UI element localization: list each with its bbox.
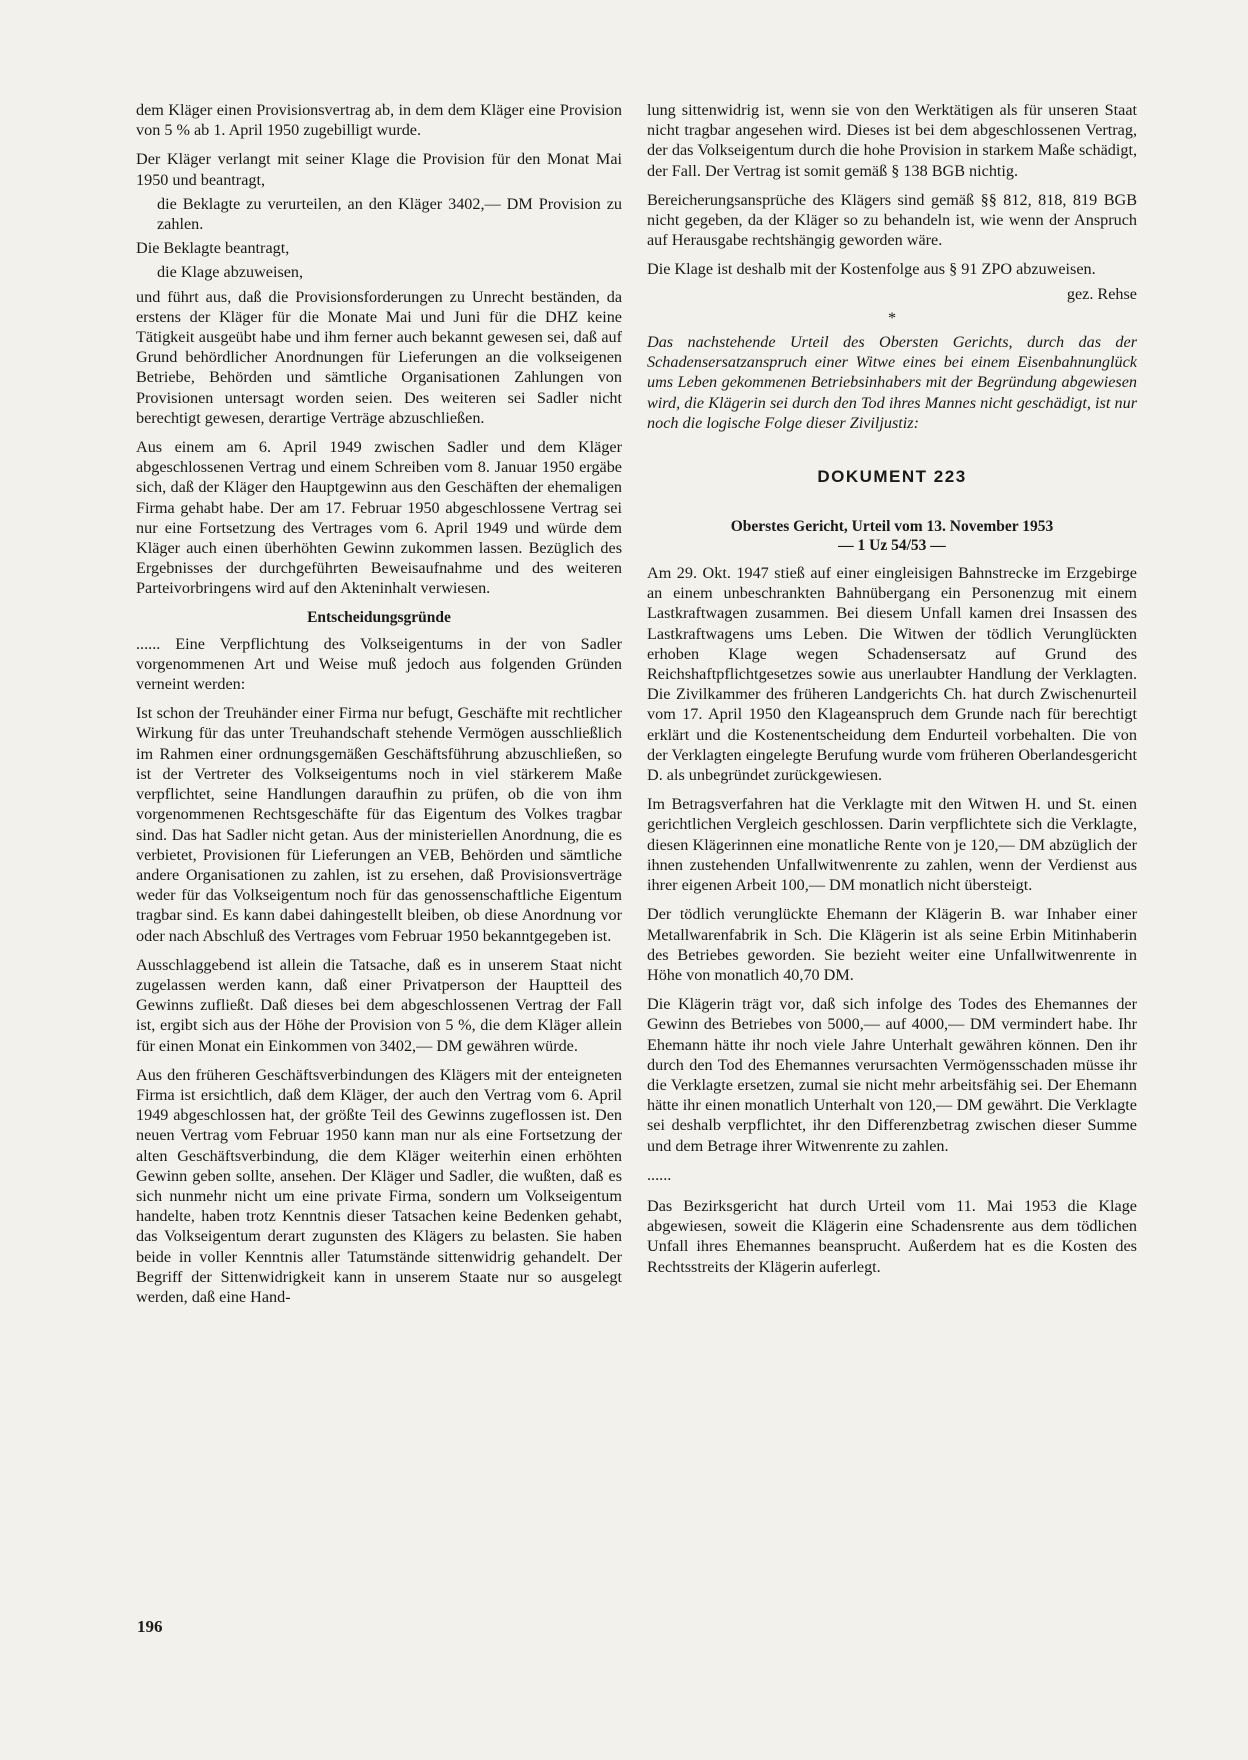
paragraph: Das Bezirksgericht hat durch Urteil vom 11. Mai 1953 die Klage abgewiesen, soweit die Klägerin eine Schadensrente aus dem tödlichen Unfall ihres Ehemannes beansprucht. Außerdem hat es die Kosten des Rechtsstreits der Klägerin auferlegt.	[647, 1196, 1137, 1276]
case-number: — 1 Uz 54/53 —	[838, 537, 946, 555]
court-title: Oberstes Gericht, Urteil vom 13. November 1953	[730, 518, 1054, 536]
paragraph: Am 29. Okt. 1947 stieß auf einer eingleisigen Bahnstrecke im Erzgebirge an einem unbeschrankten Bahnübergang ein Personenzug mit einem Lastkraftwagen zusammen. Bei diesem Unfall kamen drei Insassen des Lastkraftwagens ums Leben. Die Witwen der tödlich Verunglückten erhoben Klage wegen Schadensersatz auf Grund des Reichshaftpflichtgesetzes sowie aus unerlaubter Handlung der Verklagten. Die Zivilkammer des früheren Landgerichts Ch. hat durch Zwischenurteil vom 17. April 1950 den Klageanspruch dem Grunde nach für berechtigt erklärt und die Kostenentscheidung dem Endurteil vorbehalten. Die von der Verklagten eingelegte Berufung wurde vom früheren Oberlandesgericht D. als unbegründet zurückgewiesen.	[647, 564, 1137, 785]
paragraph: Der Kläger verlangt mit seiner Klage die Provision für den Monat Mai 1950 und beantragt,	[136, 150, 622, 189]
right-column	[647, 100, 1137, 1286]
signature: gez. Rehse	[1066, 284, 1137, 303]
editorial-intro: Das nachstehende Urteil des Obersten Gerichts, durch das der Schadensersatzanspruch einer Witwe eines bei einem Eisenbahnunglück ums Leben gekommenen Betriebsinhabers mit der Begründung abgewiesen wird, die Klägerin sei durch den Tod ihres Mannes nicht geschädigt, ist nur noch die logische Folge dieser Ziviljustiz:	[647, 333, 1137, 432]
paragraph: dem Kläger einen Provisionsvertrag ab, in dem dem Kläger eine Provision von 5 % ab 1. April 1950 zugebilligt wurde.	[136, 101, 622, 140]
paragraph: Aus den früheren Geschäftsverbindungen des Klägers mit der enteigneten Firma ist ersichtlich, daß dem Kläger, der auch den Vertrag vom 6. April 1949 abgeschlossen hat, der größte Teil des Gewinns zugeflossen ist. Den neuen Vertrag vom Februar 1950 kann man nur als eine Fortsetzung der alten Geschäftsverbindung, die dem Kläger weiterhin einen erhöhten Gewinn geben sollte, ansehen. Der Kläger und Sadler, die wußten, daß es sich nunmehr nicht um eine private Firma, sondern um Volkseigentum handelte, haben trotz Kenntnis dieser Tatsachen keine Bedenken gehabt, das Volkseigentum derart zugunsten des Klägers zu belasten. Sie haben beide in voller Kenntnis aller Tatumstände sittenwidrig gehandelt. Der Begriff der Sittenwidrigkeit kann in unserem Staate nur so ausgelegt werden, daß eine Hand-	[136, 1065, 622, 1306]
paragraph: Bereicherungsansprüche des Klägers sind gemäß §§ 812, 818, 819 BGB nicht gegeben, da der Kläger so zu behandeln ist, wie wenn der Anspruch auf Herausgabe rechtshängig geworden wäre.	[647, 190, 1137, 250]
page-number: 196	[137, 1617, 163, 1636]
paragraph: lung sittenwidrig ist, wenn sie von den Werktätigen als für unseren Staat nicht tragbar angesehen wird. Dieses ist bei dem abgeschlossenen Vertrag, der das Volkseigentum durch die hohe Provision in starkem Maße schädigt, der Fall. Der Vertrag ist somit gemäß § 138 BGB nichtig.	[647, 101, 1137, 180]
paragraph: ...... Eine Verpflichtung des Volkseigentums in der von Sadler vorgenommenen Art und Weise muß jedoch aus folgenden Gründen verneint werden:	[136, 634, 622, 694]
paragraph: Im Betragsverfahren hat die Verklagte mit den Witwen H. und St. einen gerichtlichen Vergleich geschlossen. Darin verpflichtete sich die Verklagte, diesen Klägerinnen eine monatliche Rente von je 120,— DM abzüglich der ihnen zustehenden Unfallwitwenrente zu zahlen, wenn der Verdienst aus ihrer eigenen Arbeit 100,— DM monatlich nicht übersteigt.	[647, 795, 1137, 895]
omission-marker: ......	[647, 1165, 672, 1184]
paragraph: Die Klage ist deshalb mit der Kostenfolge aus § 91 ZPO abzuweisen.	[647, 260, 1096, 279]
paragraph: Die Klägerin trägt vor, daß sich infolge des Todes des Ehemannes der Gewinn des Betriebes von 5000,— auf 4000,— DM vermindert habe. Ihr Ehemann hätte ihr noch viele Jahre Unterhalt gewähren können. Den ihr durch den Tod des Ehemannes verursachten Vermögensschaden müsse ihr die Verklagte ersetzen, zumal sie nicht mehr arbeitsfähig sei. Der Ehemann hätte ihr einen monatlich Unterhalt von 120,— DM gewährt. Die Verklagte sei deshalb verpflichtet, ihr den Differenzbetrag zwischen dieser Summe und dem Betrage ihrer Witwenrente zu zahlen.	[647, 995, 1137, 1155]
paragraph: Aus einem am 6. April 1949 zwischen Sadler und dem Kläger abgeschlossenen Vertrag und einem Schreiben vom 8. Januar 1950 ergäbe sich, daß der Kläger den Hauptgewinn aus den Geschäften der ehemaligen Firma gehabt habe. Der am 17. Februar 1950 abgeschlossene Vertrag sei nur eine Fortsetzung des Vertrages vom 6. April 1949 und würde dem Kläger auch einen überhöhten Gewinn zukommen lassen. Bezüglich des Ergebnisses der durchgeführten Beweisaufnahme und des weiteren Parteivorbringens wird auf den Akteninhalt verwiesen.	[136, 438, 622, 598]
left-column	[136, 100, 622, 1316]
document-heading: DOKUMENT 223	[817, 467, 967, 487]
paragraph: Die Beklagte beantragt,	[136, 239, 290, 258]
paragraph: Ist schon der Treuhänder einer Firma nur befugt, Geschäfte mit rechtlicher Wirkung für das unter Treuhandschaft stehende Vermögen ausschließlich im Rahmen einer ordnungsgemäßen Geschäftsführung abzuschließen, so ist der Vertreter des Volkseigentums noch in viel stärkerem Maße verpflichtet, seine Handlungen daraufhin zu prüfen, ob die von ihm vorgenommenen Rechtsgeschäfte für das Eigentum des Volkes tragbar sind. Das hat Sadler nicht getan. Aus der ministeriellen Anordnung, die es verbietet, Provisionen für Lieferungen an VEB, Behörden und sämtliche andere Organisationen zu zahlen, ist zu ersehen, daß Provisionsverträge weder für das Volkseigentum noch für das genossenschaftliche Eigentum tragbar sind. Es kann dabei dahingestellt bleiben, ob diese Anordnung vor oder nach Abschluß des Vertrages vom Februar 1950 bekanntgegeben ist.	[136, 704, 622, 945]
motion-quote: die Klage abzuweisen,	[157, 263, 304, 282]
paragraph: und führt aus, daß die Provisionsforderungen zu Unrecht beständen, da erstens der Kläger für die Monate Mai und Juni für die DHZ keine Tätigkeit ausgeübt habe und ihm ferner auch bekannt gewesen sei, daß auf Grund behördlicher Anordnungen für Lieferungen an die volkseigenen Betriebe, Behörden und sämtliche Organisationen Zahlungen von Provisionen untersagt worden seien. Des weiteren sei Sadler nicht berechtigt gewesen, derartige Verträge abzuschließen.	[136, 287, 622, 427]
paragraph: Der tödlich verunglückte Ehemann der Klägerin B. war Inhaber einer Metallwarenfabrik in Sch. Die Klägerin ist als seine Erbin Mitinhaberin des Betriebes geworden. Sie bezieht weiter eine Unfallwitwenrente in Höhe von monatlich 40,70 DM.	[647, 905, 1137, 984]
paragraph: Ausschlaggebend ist allein die Tatsache, daß es in unserem Staat nicht zugelassen werden kann, daß einer Privatperson der Hauptteil des Gewinns zufließt. Daß dieses bei dem abgeschlossenen Vertrag der Fall ist, ergibt sich aus der Höhe der Provision von 5 %, die dem Kläger allein für einen Monat ein Einkommen von 3402,— DM gewähren würde.	[136, 955, 622, 1055]
asterisk-separator: *	[887, 308, 897, 327]
section-heading: Entscheidungsgründe	[307, 608, 451, 626]
motion-quote: die Beklagte zu verurteilen, an den Kläger 3402,— DM Provision zu zahlen.	[157, 194, 622, 234]
